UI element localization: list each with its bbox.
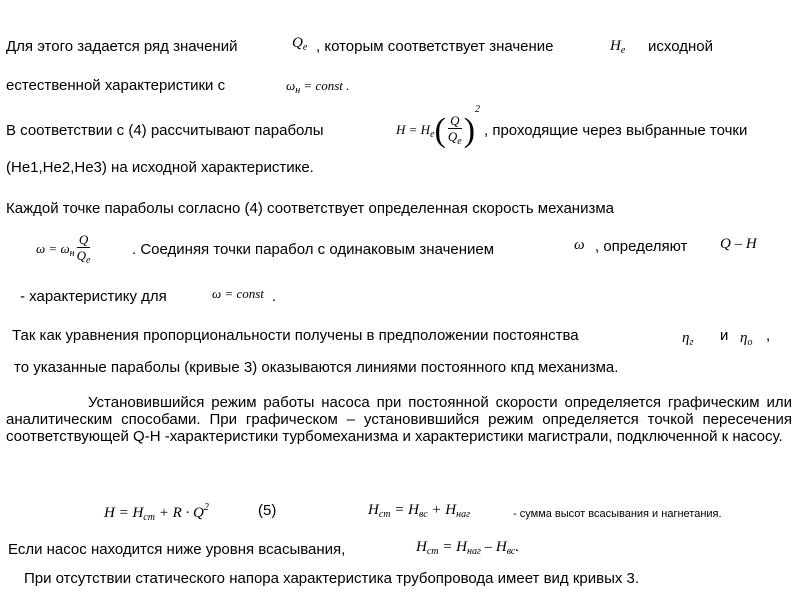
p5-text: Каждой точке параболы согласно (4) соответствует определенная скорость механизма	[6, 200, 614, 217]
formula-omega-speed: $\omega = \omega_н$ $\frac{Q}{Q_e}$	[36, 232, 91, 266]
text-line-1	[6, 38, 237, 56]
text-line-6-end	[595, 238, 687, 256]
text-line-7	[20, 288, 167, 306]
text-line-6	[132, 241, 494, 259]
text-line-5	[6, 200, 614, 218]
dot-7: .	[272, 288, 277, 305]
text-line-8	[12, 327, 579, 345]
p1-end: исходной	[648, 38, 713, 55]
comma-8: ,	[766, 327, 771, 344]
p6-text: . Соединяя точки парабол с одинаковым значением	[132, 241, 495, 258]
formula-parabola: $H = H_e$( $\frac{Q}{Q_e}$ )$^2$	[396, 104, 481, 150]
text-line-3-end	[484, 122, 747, 140]
formula-omega-const: $\omega_н$ = const .	[286, 78, 350, 96]
p4-text: (Нe1,Нe2,Нe3) на исходной характеристике.	[6, 159, 314, 176]
text-line-12	[24, 570, 639, 588]
text-line-8-and	[720, 327, 728, 345]
formula-omega-const-2: ω = const	[212, 286, 264, 301]
equation-note-text: - сумма высот всасывания и нагнетания.	[513, 508, 722, 520]
text-line-2	[6, 77, 225, 95]
equation-number-text: (5)	[258, 502, 277, 519]
p6-end: , определяют	[595, 238, 688, 255]
equation-note	[513, 508, 722, 520]
text-line-1-end	[648, 38, 713, 56]
main-paragraph	[6, 394, 792, 445]
formula-Hst-sum: $H_{ст} = H_{вс} + H_{наг}$	[368, 502, 470, 520]
formula-omega: ω	[574, 237, 585, 253]
p12-text: При отсутствии статического напора характеристика трубопровода имеет вид кривых 3.	[24, 570, 640, 587]
text-line-3	[6, 122, 324, 140]
p8-text: Так как уравнения пропорциональности получены в предположении постоянства	[12, 327, 579, 344]
p7-text: - характеристику для	[20, 288, 167, 305]
p3-text: В соответствии с (4) рассчитывают параболы	[6, 122, 324, 139]
p9-text: то указанные параболы (кривые 3) оказываются линиями постоянного кпд механизма.	[14, 359, 619, 376]
formula-Hst-diff: $H_{ст} = H_{наг} - H_{вс}$.	[416, 539, 520, 557]
formula-Qe: $Q_e$	[292, 35, 308, 53]
text-line-9	[14, 359, 618, 377]
formula-He: $H_e$	[610, 38, 626, 56]
p1-text: Для этого задается ряд значений	[6, 38, 238, 55]
main-paragraph-text: Установившийся режим работы насоса при постоянной скорости определяется графическим или аналитическим способами. При графическом – установившийся режим определяется точкой пересечения соответствующей Q-Н -характеристики турбомеханизма и характеристики магистрали, подключенной к насосу.	[6, 394, 792, 445]
equation-number	[258, 502, 276, 520]
text-line-11	[8, 541, 345, 559]
p8-and: и	[720, 327, 729, 344]
formula-pipeline-H: $H = H_{ст} + R \cdot Q^2$	[104, 502, 209, 523]
p1-mid: , которым соответствует значение	[316, 38, 554, 55]
p2-text: естественной характеристики с	[6, 77, 226, 94]
text-line-4	[6, 159, 314, 177]
formula-eta-g: $\eta_г$	[682, 330, 694, 348]
p11-text: Если насос находится ниже уровня всасывания,	[8, 541, 346, 558]
formula-QH: Q – H	[720, 236, 757, 252]
formula-eta-o: $\eta_о$	[740, 330, 753, 348]
text-line-1-mid	[316, 38, 554, 56]
p3-end: , проходящие через выбранные точки	[484, 122, 748, 139]
